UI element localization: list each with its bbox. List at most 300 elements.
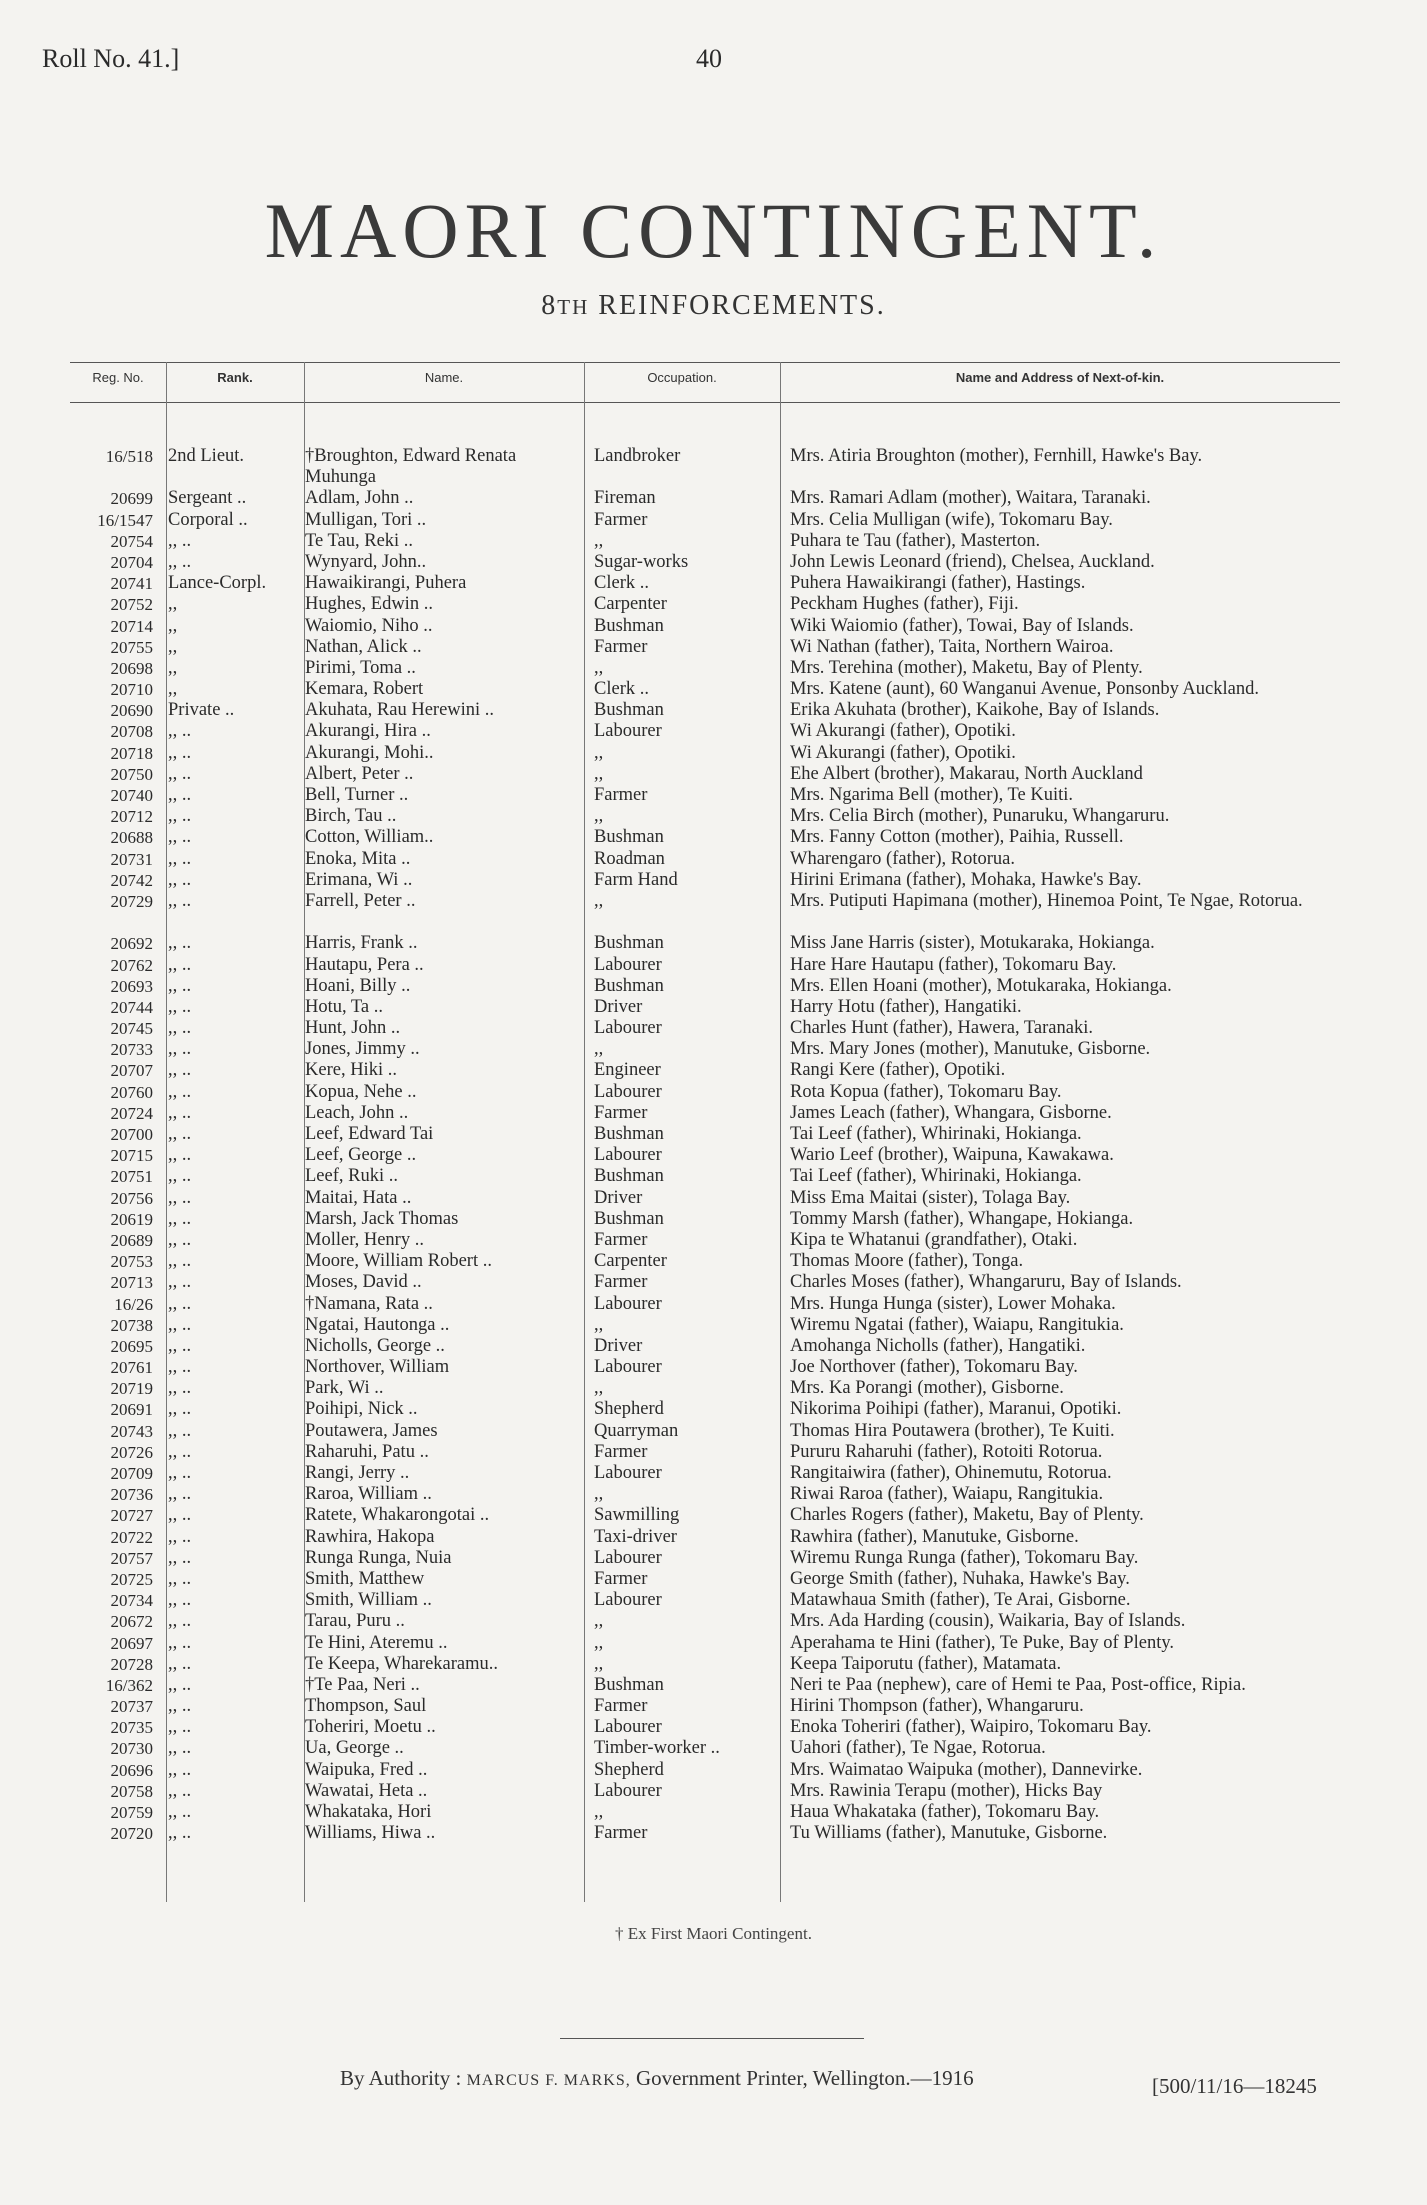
rank-cell: ,, .. [168, 1187, 192, 1208]
next-of-kin-cell: Rangi Kere (father), Opotiki. [790, 1060, 1006, 1081]
name-cell: Nicholls, George .. [305, 1335, 445, 1356]
reg-number-cell: 20743 [110, 1421, 153, 1441]
name-cell: Raroa, William .. [305, 1484, 432, 1505]
table-row [0, 1760, 1427, 1781]
occupation-cell: ,, [594, 1802, 604, 1823]
next-of-kin-cell: Rawhira (father), Manutuke, Gisborne. [790, 1526, 1079, 1547]
occupation-cell: Clerk .. [594, 679, 649, 700]
footnote-rule [560, 2038, 864, 2039]
reg-number-cell: 20722 [110, 1527, 153, 1547]
next-of-kin-cell: Miss Jane Harris (sister), Motukaraka, Hokianga. [790, 933, 1155, 954]
occupation-cell: Shepherd [594, 1399, 664, 1420]
rank-cell: ,, .. [168, 806, 192, 827]
rank-cell: ,, .. [168, 1378, 192, 1399]
reg-number-cell: 16/518 [105, 447, 153, 466]
rank-cell: ,, .. [168, 1823, 192, 1844]
rank-cell: 2nd Lieut. [168, 446, 245, 466]
reg-number-cell: 20758 [110, 1781, 153, 1801]
name-cell: Kemara, Robert [305, 679, 424, 700]
rank-cell: ,, .. [168, 933, 192, 954]
table-row [0, 1145, 1427, 1166]
reg-number-cell: 20695 [110, 1336, 153, 1356]
name-cell: Te Hini, Ateremu .. [305, 1632, 448, 1653]
occupation-cell: Bushman [594, 1674, 664, 1695]
reg-number-cell: 20691 [110, 1400, 153, 1420]
next-of-kin-cell: Mrs. Mary Jones (mother), Manutuke, Gisborne. [790, 1039, 1151, 1060]
occupation-cell: Labourer [594, 1780, 662, 1801]
name-cell: Jones, Jimmy .. [305, 1039, 420, 1060]
next-of-kin-cell: Ehe Albert (brother), Makarau, North Auckland [790, 763, 1143, 784]
table-row [0, 1018, 1427, 1039]
reg-number-cell: 20760 [110, 1082, 153, 1102]
next-of-kin-cell: John Lewis Leonard (friend), Chelsea, Auckland. [790, 551, 1155, 572]
table-row [0, 573, 1427, 594]
next-of-kin-cell: Mrs. Putiputi Hapimana (mother), Hinemoa Point, Te Ngae, Rotorua. [790, 890, 1303, 911]
name-cell: Nathan, Alick .. [305, 636, 422, 657]
name-cell: Maitai, Hata .. [305, 1187, 412, 1208]
occupation-cell: Carpenter [594, 1251, 667, 1272]
table-row [0, 1569, 1427, 1590]
next-of-kin-cell: Mrs. Ramari Adlam (mother), Waitara, Taranaki. [790, 488, 1151, 509]
table-row [0, 1505, 1427, 1526]
rank-cell: ,, .. [168, 763, 192, 784]
table-row [0, 1421, 1427, 1442]
name-cell: Williams, Hiwa .. [305, 1823, 436, 1844]
name-cell: Wawatai, Heta .. [305, 1780, 428, 1801]
next-of-kin-cell: Mrs. Ada Harding (cousin), Waikaria, Bay of Islands. [790, 1611, 1186, 1632]
page-subtitle [0, 290, 1427, 322]
occupation-cell: ,, [594, 1632, 604, 1653]
name-cell: Leef, Edward Tai [305, 1124, 434, 1145]
reg-number-cell: 20741 [110, 574, 153, 594]
reg-number-cell: 20755 [110, 637, 153, 657]
next-of-kin-cell: James Leach (father), Whangara, Gisborne. [790, 1102, 1112, 1123]
name-cell: Whakataka, Hori [305, 1802, 432, 1823]
next-of-kin-cell: Mrs. Fanny Cotton (mother), Paihia, Russell. [790, 827, 1124, 848]
occupation-cell: Bushman [594, 615, 664, 636]
reg-number-cell: 20689 [110, 1230, 153, 1250]
table-header-rule [70, 402, 1340, 403]
occupation-cell: Sawmilling [594, 1505, 680, 1526]
next-of-kin-cell: Mrs. Celia Birch (mother), Punaruku, Whangaruru. [790, 806, 1170, 827]
table-row [0, 1294, 1427, 1315]
table-row [0, 594, 1427, 615]
page-number: 40 [696, 44, 722, 73]
rank-cell: ,, .. [168, 1759, 192, 1780]
reg-number-cell: 20672 [110, 1612, 153, 1632]
name-cell: Raharuhi, Patu .. [305, 1441, 429, 1462]
name-cell: Thompson, Saul [305, 1696, 427, 1717]
table-row [0, 764, 1427, 785]
reg-number-cell: 20734 [110, 1591, 153, 1611]
reg-number-cell: 20756 [110, 1188, 153, 1208]
reg-number-cell: 20731 [110, 849, 153, 869]
occupation-cell: Farmer [594, 1568, 648, 1589]
column-header-reg: Reg. No. [92, 370, 144, 385]
reg-number-cell: 20762 [110, 955, 153, 975]
occupation-cell: Farmer [594, 636, 648, 657]
table-row [0, 1633, 1427, 1654]
name-cell: Pirimi, Toma .. [305, 657, 416, 678]
name-cell: Hawaikirangi, Puhera [305, 573, 467, 594]
reg-number-cell: 20753 [110, 1252, 153, 1272]
reg-number-cell: 20719 [110, 1379, 153, 1399]
reg-number-cell: 20735 [110, 1718, 153, 1738]
rank-cell: ,, .. [168, 1526, 192, 1547]
table-row [0, 1272, 1427, 1293]
rank-cell: ,, .. [168, 1124, 192, 1145]
occupation-cell: Farmer [594, 509, 648, 530]
name-cell: Poutawera, James [305, 1420, 438, 1441]
name-cell: Hotu, Ta .. [305, 996, 384, 1017]
next-of-kin-cell: Kipa te Whatanui (grandfather), Otaki. [790, 1229, 1078, 1250]
next-of-kin-cell: Amohanga Nicholls (father), Hangatiki. [790, 1335, 1086, 1356]
name-cell: Moore, William Robert .. [305, 1251, 492, 1272]
reg-number-cell: 20720 [110, 1824, 153, 1844]
rank-cell: ,, .. [168, 742, 192, 763]
table-row [0, 1590, 1427, 1611]
rank-cell: ,, .. [168, 1696, 192, 1717]
reg-number-cell: 20759 [110, 1803, 153, 1823]
table-row [0, 1060, 1427, 1081]
occupation-cell: ,, [594, 1653, 604, 1674]
next-of-kin-cell: Neri te Paa (nephew), care of Hemi te Paa, Post-office, Ripia. [790, 1674, 1246, 1695]
next-of-kin-cell: Thomas Moore (father), Tonga. [790, 1251, 1024, 1272]
table-row [0, 827, 1427, 848]
rank-cell: ,, .. [168, 996, 192, 1017]
table-row [0, 510, 1427, 531]
table-row [0, 1527, 1427, 1548]
occupation-cell: Labourer [594, 1357, 662, 1378]
reg-number-cell: 20726 [110, 1442, 153, 1462]
column-header-rank: Rank. [217, 370, 253, 385]
rank-cell: ,, .. [168, 1229, 192, 1250]
name-cell: †Te Paa, Neri .. [305, 1674, 420, 1695]
reg-number-cell: 20714 [110, 616, 153, 636]
occupation-cell: ,, [594, 806, 604, 827]
reg-number-cell: 20699 [110, 489, 153, 509]
rank-cell: ,, [168, 679, 178, 700]
next-of-kin-cell: Puhara te Tau (father), Masterton. [790, 530, 1041, 551]
next-of-kin-cell: Tu Williams (father), Manutuke, Gisborne. [790, 1823, 1108, 1844]
next-of-kin-cell: Mrs. Ka Porangi (mother), Gisborne. [790, 1378, 1064, 1399]
table-row [0, 488, 1427, 509]
rank-cell: ,, .. [168, 1314, 192, 1335]
reg-number-cell: 20728 [110, 1654, 153, 1674]
occupation-cell: Labourer [594, 1590, 662, 1611]
name-cell: Wynyard, John.. [305, 551, 427, 572]
table-row [0, 700, 1427, 721]
table-row [0, 1124, 1427, 1145]
rank-cell: ,, .. [168, 1484, 192, 1505]
rank-cell: ,, .. [168, 1738, 192, 1759]
reg-number-cell: 20690 [110, 701, 153, 721]
reg-number-cell: 20715 [110, 1146, 153, 1166]
next-of-kin-cell: Mrs. Atiria Broughton (mother), Fernhill, Hawke's Bay. [790, 446, 1203, 466]
name-cell: Akuhata, Rau Herewini .. [305, 700, 495, 721]
next-of-kin-cell: Riwai Raroa (father), Waiapu, Rangitukia. [790, 1484, 1104, 1505]
name-cell: Ratete, Whakarongotai .. [305, 1505, 490, 1526]
name-cell: †Namana, Rata .. [305, 1293, 433, 1314]
table-row [0, 1484, 1427, 1505]
reg-number-cell: 20724 [110, 1103, 153, 1123]
name-cell: Tarau, Puru .. [305, 1611, 405, 1632]
table-row [0, 891, 1427, 933]
next-of-kin-cell: Uahori (father), Te Ngae, Rotorua. [790, 1738, 1046, 1759]
occupation-cell: ,, [594, 657, 604, 678]
next-of-kin-cell: Charles Hunt (father), Hawera, Taranaki. [790, 1018, 1093, 1039]
next-of-kin-cell: Wiki Waiomio (father), Towai, Bay of Islands. [790, 615, 1134, 636]
occupation-cell: ,, [594, 1378, 604, 1399]
next-of-kin-cell: Mrs. Rawinia Terapu (mother), Hicks Bay [790, 1780, 1103, 1801]
subtitle-text: REINFORCEMENTS. [598, 290, 886, 321]
rank-cell: Private .. [168, 700, 235, 721]
table-row [0, 1378, 1427, 1399]
name-cell: Te Tau, Reki .. [305, 530, 414, 551]
next-of-kin-cell: Charles Rogers (father), Maketu, Bay of Plenty. [790, 1505, 1144, 1526]
reg-number-cell: 20718 [110, 743, 153, 763]
table-row [0, 658, 1427, 679]
name-cell: Rawhira, Hakopa [305, 1526, 435, 1547]
occupation-cell: Labourer [594, 1717, 662, 1738]
reg-number-cell: 20725 [110, 1569, 153, 1589]
occupation-cell: Farmer [594, 785, 648, 806]
occupation-cell: Labourer [594, 954, 662, 975]
reg-number-cell: 20692 [110, 934, 153, 954]
table-row [0, 446, 1427, 488]
occupation-cell: ,, [594, 1611, 604, 1632]
reg-number-cell: 20712 [110, 807, 153, 827]
table-row [0, 1463, 1427, 1484]
table-row [0, 870, 1427, 891]
table-row [0, 721, 1427, 742]
table-row [0, 552, 1427, 573]
occupation-cell: Landbroker [594, 446, 681, 466]
reg-number-cell: 20750 [110, 764, 153, 784]
rank-cell: ,, .. [168, 890, 192, 911]
next-of-kin-cell: Thomas Hira Poutawera (brother), Te Kuiti. [790, 1420, 1115, 1441]
roll-number: Roll No. 41.] [42, 44, 180, 73]
table-row [0, 743, 1427, 764]
rank-cell: ,, [168, 594, 178, 615]
subtitle-suffix: TH [557, 295, 590, 319]
occupation-cell: ,, [594, 890, 604, 911]
name-cell: Birch, Tau .. [305, 806, 397, 827]
rank-cell: ,, .. [168, 785, 192, 806]
table-row [0, 1675, 1427, 1696]
occupation-cell: Farmer [594, 1823, 648, 1844]
rank-cell: ,, .. [168, 1145, 192, 1166]
rank-cell: Sergeant .. [168, 488, 247, 509]
name-cell: Erimana, Wi .. [305, 869, 413, 890]
rank-cell: ,, .. [168, 1611, 192, 1632]
rank-cell: ,, .. [168, 1102, 192, 1123]
reg-number-cell: 20697 [110, 1633, 153, 1653]
table-row [0, 1188, 1427, 1209]
reg-number-cell: 20752 [110, 595, 153, 615]
next-of-kin-cell: Rota Kopua (father), Tokomaru Bay. [790, 1081, 1062, 1102]
reg-number-cell: 20700 [110, 1125, 153, 1145]
next-of-kin-cell: Wiremu Ngatai (father), Waiapu, Rangitukia. [790, 1314, 1124, 1335]
rank-cell: ,, .. [168, 1081, 192, 1102]
rank-cell: ,, .. [168, 1208, 192, 1229]
rank-cell: ,, .. [168, 827, 192, 848]
rank-cell: ,, .. [168, 1060, 192, 1081]
name-cell: Enoka, Mita .. [305, 848, 411, 869]
table-row [0, 1315, 1427, 1336]
reg-number-cell: 16/1547 [97, 510, 153, 530]
rank-cell: ,, .. [168, 1547, 192, 1568]
next-of-kin-cell: Mrs. Katene (aunt), 60 Wanganui Avenue, Ponsonby Auckland. [790, 679, 1259, 700]
next-of-kin-cell: Aperahama te Hini (father), Te Puke, Bay of Plenty. [790, 1632, 1175, 1653]
name-cell: Bell, Turner .. [305, 785, 409, 806]
next-of-kin-cell: Wi Nathan (father), Taita, Northern Wairoa. [790, 636, 1114, 657]
next-of-kin-cell: Rangitaiwira (father), Ohinemutu, Rotorua. [790, 1463, 1112, 1484]
occupation-cell: Bushman [594, 1208, 664, 1229]
next-of-kin-cell: Joe Northover (father), Tokomaru Bay. [790, 1357, 1078, 1378]
printer-name: MARCUS F. MARKS, [466, 2072, 631, 2089]
name-cell: Harris, Frank .. [305, 933, 418, 954]
next-of-kin-cell: Wi Akurangi (father), Opotiki. [790, 721, 1016, 742]
name-cell: Kopua, Nehe .. [305, 1081, 417, 1102]
table-row [0, 1717, 1427, 1738]
rank-cell: ,, .. [168, 551, 192, 572]
table-row [0, 1166, 1427, 1187]
rank-cell: Lance-Corpl. [168, 573, 267, 594]
occupation-cell: Bushman [594, 1166, 664, 1187]
name-cell: †Broughton, Edward Renata Muhunga [305, 446, 517, 488]
occupation-cell: Farmer [594, 1696, 648, 1717]
table-row [0, 1103, 1427, 1124]
rank-cell: ,, [168, 657, 178, 678]
name-cell: Smith, Matthew [305, 1568, 425, 1589]
rank-cell: ,, .. [168, 1399, 192, 1420]
reg-number-cell: 20751 [110, 1167, 153, 1187]
next-of-kin-cell: Mrs. Terehina (mother), Maketu, Bay of Plenty. [790, 657, 1143, 678]
occupation-cell: Timber-worker .. [594, 1738, 720, 1759]
rank-cell: ,, .. [168, 848, 192, 869]
table-row [0, 1399, 1427, 1420]
name-cell: Moses, David .. [305, 1272, 422, 1293]
occupation-cell: Bushman [594, 933, 664, 954]
reg-number-cell: 20738 [110, 1315, 153, 1335]
next-of-kin-cell: Mrs. Celia Mulligan (wife), Tokomaru Bay. [790, 509, 1113, 530]
table-top-rule [70, 362, 1340, 363]
name-cell: Marsh, Jack Thomas [305, 1208, 459, 1229]
reg-number-cell: 20736 [110, 1485, 153, 1505]
table-row [0, 1781, 1427, 1802]
name-cell: Akurangi, Mohi.. [305, 742, 434, 763]
rank-cell: ,, .. [168, 975, 192, 996]
next-of-kin-cell: Wiremu Runga Runga (father), Tokomaru Bay. [790, 1547, 1139, 1568]
reg-number-cell: 20698 [110, 658, 153, 678]
rank-cell: ,, .. [168, 1357, 192, 1378]
rank-cell: Corporal .. [168, 509, 248, 530]
occupation-cell: Labourer [594, 1018, 662, 1039]
reg-number-cell: 20696 [110, 1760, 153, 1780]
table-row [0, 849, 1427, 870]
next-of-kin-cell: Enoka Toheriri (father), Waipiro, Tokomaru Bay. [790, 1717, 1152, 1738]
reg-number-cell: 20742 [110, 870, 153, 890]
reg-number-cell: 20754 [110, 531, 153, 551]
reg-number-cell: 16/362 [105, 1675, 153, 1695]
next-of-kin-cell: Tai Leef (father), Whirinaki, Hokianga. [790, 1166, 1082, 1187]
occupation-cell: Sugar-works [594, 551, 689, 572]
rank-cell: ,, .. [168, 721, 192, 742]
occupation-cell: Labourer [594, 1547, 662, 1568]
next-of-kin-cell: Wharengaro (father), Rotorua. [790, 848, 1015, 869]
reg-number-cell: 20757 [110, 1548, 153, 1568]
rank-cell: ,, .. [168, 1802, 192, 1823]
table-row [0, 1336, 1427, 1357]
reg-number-cell: 20704 [110, 552, 153, 572]
table-row [0, 1611, 1427, 1632]
rank-cell: ,, .. [168, 1166, 192, 1187]
next-of-kin-cell: Puhera Hawaikirangi (father), Hastings. [790, 573, 1086, 594]
next-of-kin-cell: Nikorima Poihipi (father), Maranui, Opotiki. [790, 1399, 1122, 1420]
name-cell: Hunt, John .. [305, 1018, 401, 1039]
reg-number-cell: 20688 [110, 828, 153, 848]
name-cell: Toheriri, Moetu .. [305, 1717, 436, 1738]
name-cell: Hoani, Billy .. [305, 975, 411, 996]
occupation-cell: ,, [594, 530, 604, 551]
occupation-cell: Labourer [594, 1463, 662, 1484]
table-row [0, 1823, 1427, 1844]
next-of-kin-cell: Mrs. Ngarima Bell (mother), Te Kuiti. [790, 785, 1074, 806]
table-row [0, 1230, 1427, 1251]
name-cell: Waipuka, Fred .. [305, 1759, 428, 1780]
next-of-kin-cell: Peckham Hughes (father), Fiji. [790, 594, 1019, 615]
occupation-cell: Labourer [594, 1293, 662, 1314]
name-cell: Park, Wi .. [305, 1378, 384, 1399]
rank-cell: ,, .. [168, 954, 192, 975]
reg-number-cell: 20713 [110, 1273, 153, 1293]
occupation-cell: Farmer [594, 1441, 648, 1462]
reg-number-cell: 20737 [110, 1697, 153, 1717]
rank-cell: ,, .. [168, 1420, 192, 1441]
name-cell: Mulligan, Tori .. [305, 509, 427, 530]
reg-number-cell: 20745 [110, 1019, 153, 1039]
rank-cell: ,, .. [168, 1018, 192, 1039]
name-cell: Cotton, William.. [305, 827, 434, 848]
reg-number-cell: 20708 [110, 722, 153, 742]
next-of-kin-cell: Haua Whakataka (father), Tokomaru Bay. [790, 1802, 1100, 1823]
next-of-kin-cell: Hare Hare Hautapu (father), Tokomaru Bay. [790, 954, 1117, 975]
rank-cell: ,, .. [168, 1335, 192, 1356]
occupation-cell: ,, [594, 742, 604, 763]
authority-suffix: Government Printer, Wellington.—1916 [635, 2066, 974, 2090]
name-cell: Kere, Hiki .. [305, 1060, 397, 1081]
name-cell: Albert, Peter .. [305, 763, 414, 784]
name-cell: Adlam, John .. [305, 488, 414, 509]
next-of-kin-cell: Harry Hotu (father), Hangatiki. [790, 996, 1022, 1017]
next-of-kin-cell: Mrs. Waimatao Waipuka (mother), Dannevirke. [790, 1759, 1143, 1780]
name-cell: Moller, Henry .. [305, 1229, 424, 1250]
name-cell: Leef, George .. [305, 1145, 417, 1166]
occupation-cell: Taxi-driver [594, 1526, 677, 1547]
table-row [0, 637, 1427, 658]
next-of-kin-cell: Mrs. Hunga Hunga (sister), Lower Mohaka. [790, 1293, 1116, 1314]
name-cell: Rangi, Jerry .. [305, 1463, 410, 1484]
rank-cell: ,, .. [168, 1568, 192, 1589]
next-of-kin-cell: Keepa Taiporutu (father), Matamata. [790, 1653, 1062, 1674]
table-row [0, 997, 1427, 1018]
rank-cell: ,, .. [168, 1251, 192, 1272]
reg-number-cell: 20709 [110, 1464, 153, 1484]
reg-number-cell: 20693 [110, 976, 153, 996]
name-cell: Akurangi, Hira .. [305, 721, 431, 742]
reg-number-cell: 20740 [110, 786, 153, 806]
